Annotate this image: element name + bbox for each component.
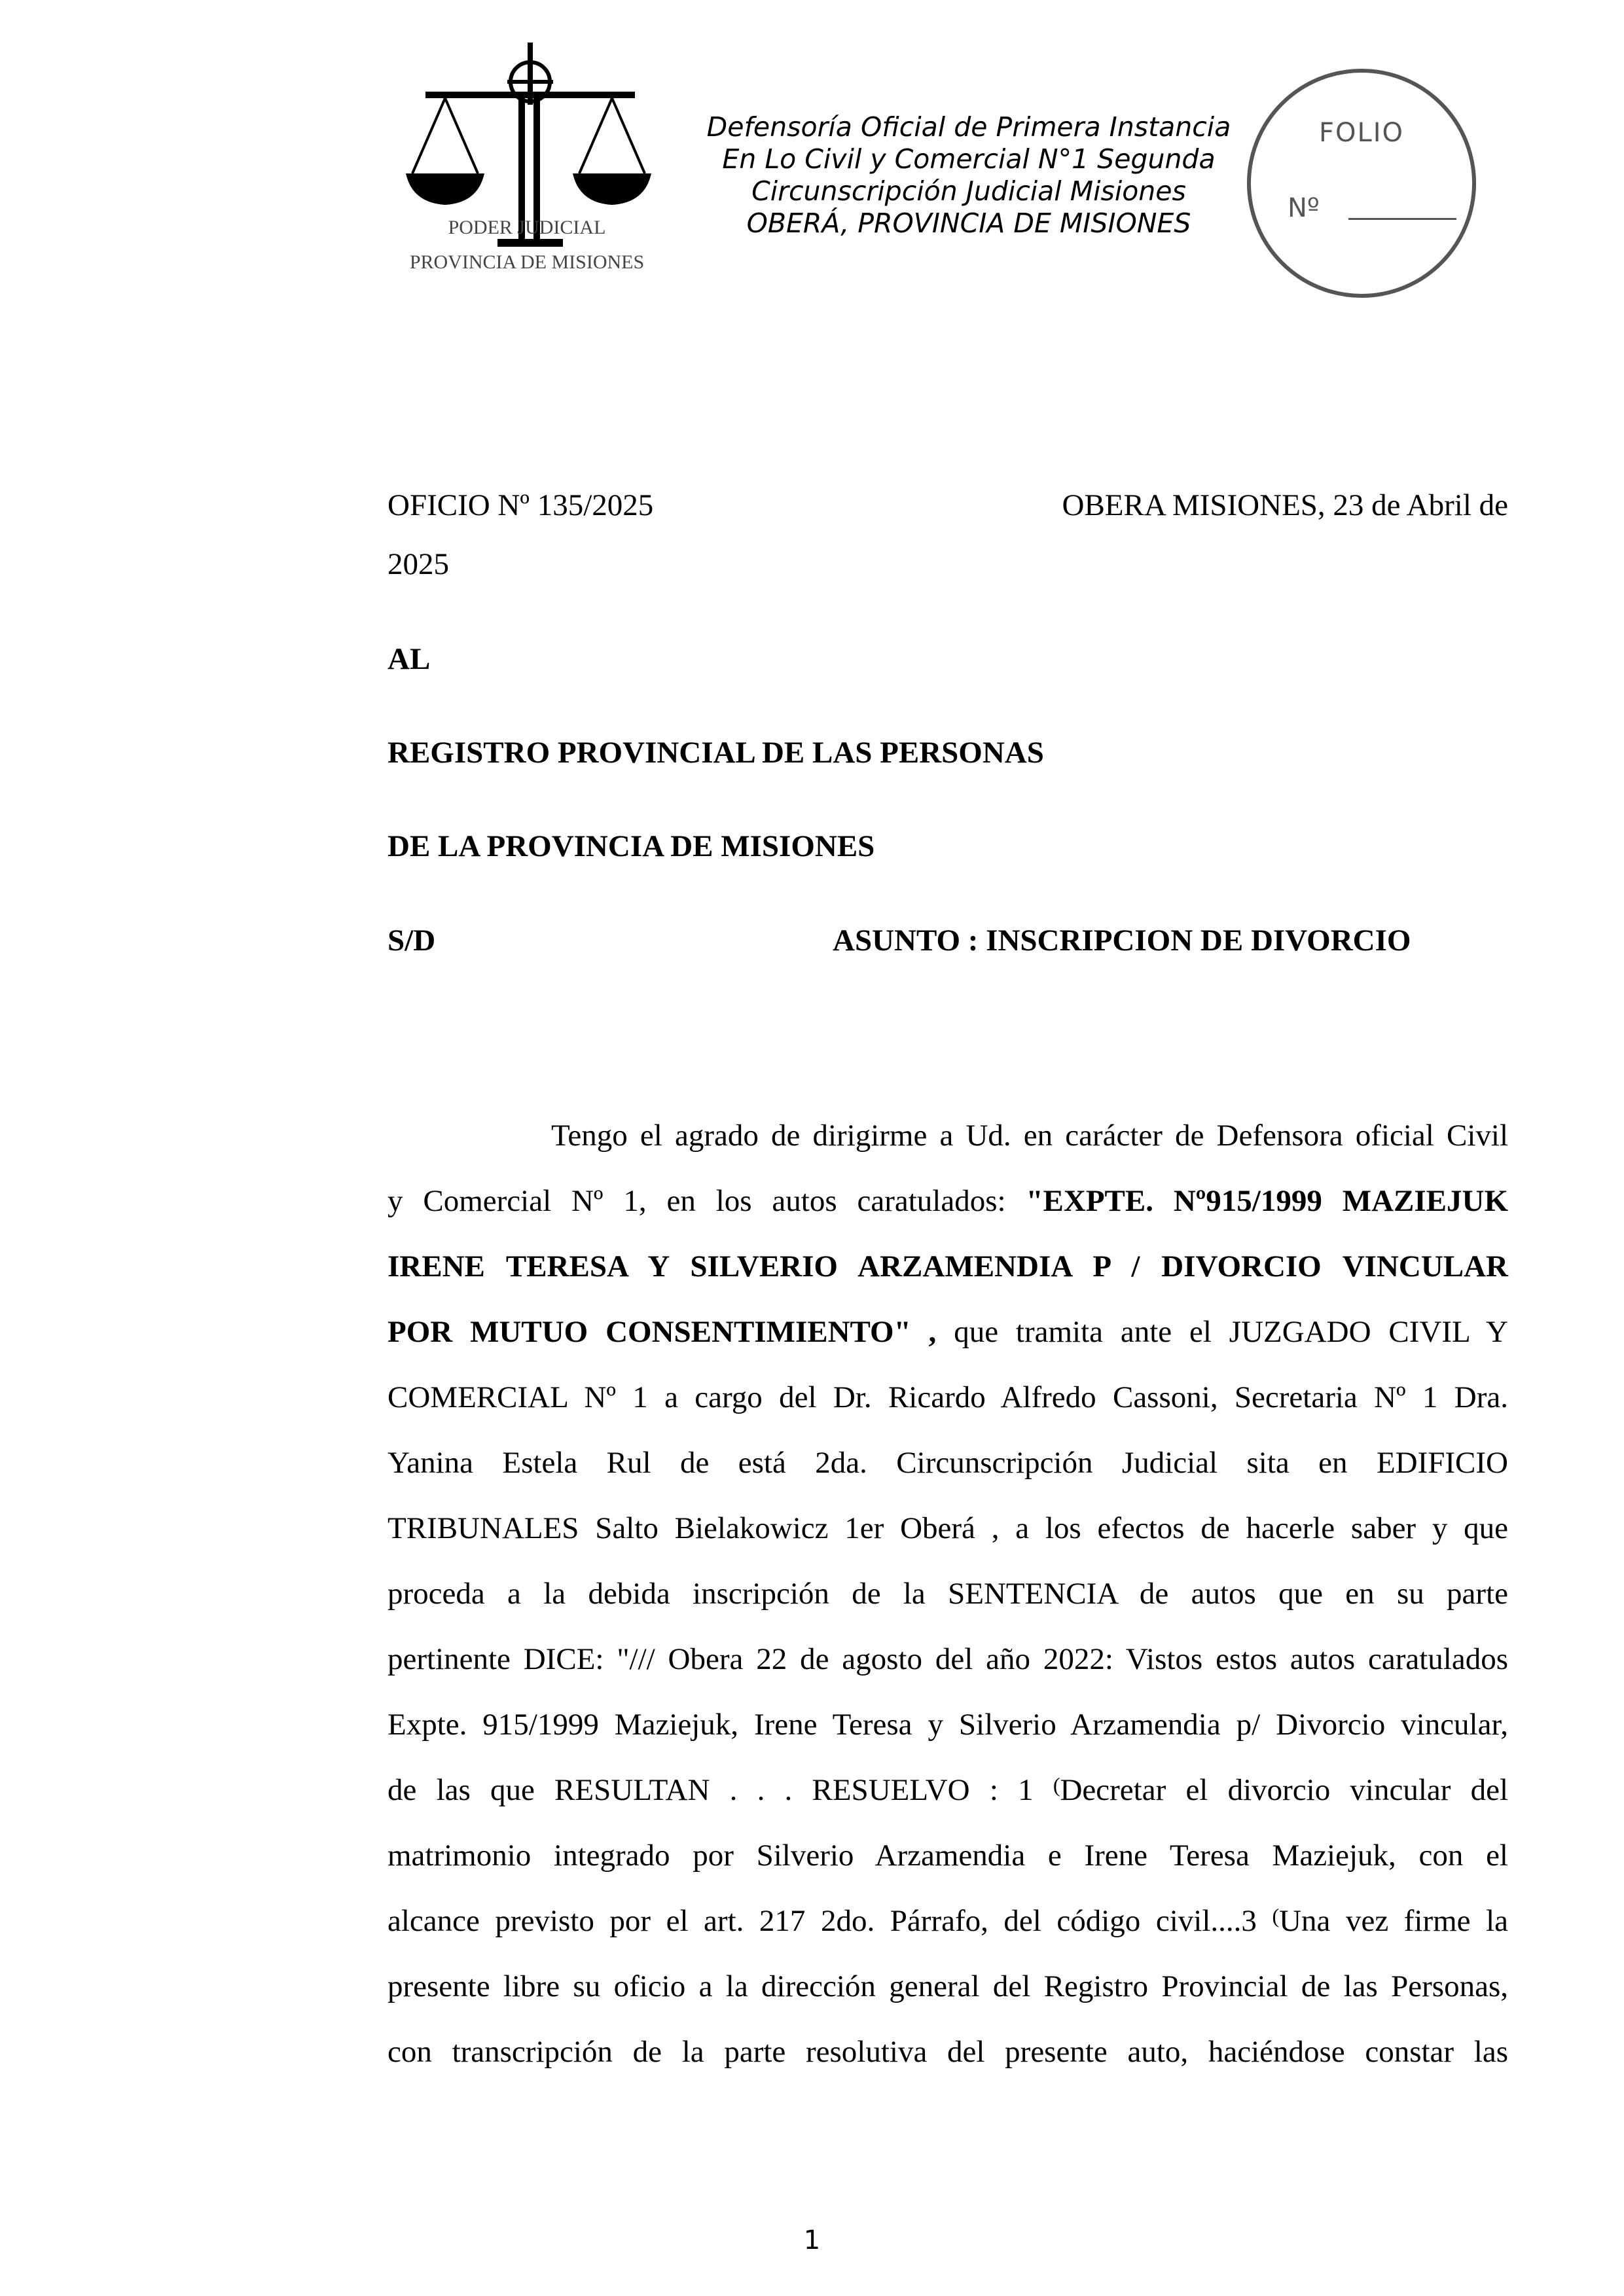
body-line-11	[388, 1772, 1508, 1812]
body-line-11-pre: de las que RESULTAN . . . RESUELVO : 1	[388, 1773, 1034, 1807]
body-line-8: proceda a la debida inscripción de la SENTENCIA de autos que en su parte	[388, 1577, 1508, 1611]
case-title-part-3: POR MUTUO CONSENTIMIENTO" ,	[388, 1315, 937, 1349]
office-line-1: Defensoría Oficial de Primera Instancia	[706, 111, 1231, 143]
body-line-4	[388, 1314, 1508, 1354]
case-title-part-2: IRENE TERESA Y SILVERIO ARZAMENDIA P / DIVORCIO VINCULAR	[388, 1249, 1508, 1283]
folio-number-label: Nº	[1288, 193, 1320, 223]
folio-blank-line	[1348, 218, 1456, 220]
date-year: 2025	[388, 547, 449, 581]
oficio-number: OFICIO Nº 135/2025	[388, 488, 654, 522]
body-line-14: presente libre su oficio a la dirección general del Registro Provincial de las Personas,	[388, 1969, 1508, 2003]
oficio-row	[388, 488, 1508, 527]
body-line-12: matrimonio integrado por Silverio Arzamendia e Irene Teresa Maziejuk, con el	[388, 1839, 1508, 1873]
recipient-line-2: DE LA PROVINCIA DE MISIONES	[388, 829, 875, 863]
body-line-13-pre: alcance previsto por el art. 217 2do. Párrafo, del código civil....3	[388, 1904, 1257, 1938]
subject: ASUNTO : INSCRIPCION DE DIVORCIO	[833, 924, 1411, 958]
logo-line2: PROVINCIA DE MISIONES	[409, 251, 645, 273]
folio-label: FOLIO	[1318, 118, 1405, 148]
office-line-4: OBERÁ, PROVINCIA DE MISIONES	[746, 207, 1191, 239]
recipient-sd: S/D	[388, 924, 436, 958]
body-line-6: Yanina Estela Rul de está 2da. Circunscripción Judicial sita en EDIFICIO	[388, 1446, 1508, 1480]
body-line-15: con transcripción de la parte resolutiva del presente auto, haciéndose constar las	[388, 2035, 1508, 2069]
body-line-9: pertinente DICE: "/// Obera 22 de agosto del año 2022: Vistos estos autos caratulados	[388, 1642, 1508, 1676]
poder-judicial-logo	[399, 43, 674, 291]
body-line-1: Tengo el agrado de dirigirme a Ud. en carácter de Defensora oficial Civil	[551, 1119, 1508, 1153]
office-line-2: En Lo Civil y Comercial N°1 Segunda	[722, 143, 1216, 175]
recipient-line-1: REGISTRO PROVINCIAL DE LAS PERSONAS	[388, 736, 1044, 770]
recipient-to: AL	[388, 642, 431, 676]
office-line-3: Circunscripción Judicial Misiones	[751, 175, 1186, 207]
case-title-part-1: "EXPTE. Nº915/1999 MAZIEJUK	[1026, 1184, 1509, 1218]
page-number: 1	[803, 2225, 821, 2255]
body-line-2-plain: y Comercial Nº 1, en los autos caratulados:	[388, 1184, 1006, 1218]
body-line-11-sup: (	[1053, 1773, 1060, 1797]
body-line-4-plain: que tramita ante el JUZGADO CIVIL Y	[954, 1315, 1509, 1349]
body-line-10: Expte. 915/1999 Maziejuk, Irene Teresa y Silverio Arzamendia p/ Divorcio vincular,	[388, 1708, 1508, 1742]
place-date: OBERA MISIONES, 23 de Abril de	[1062, 488, 1508, 522]
logo-line1: PODER JUDICIAL	[448, 217, 606, 238]
body-line-5: COMERCIAL Nº 1 a cargo del Dr. Ricardo Alfredo Cassoni, Secretaria Nº 1 Dra.	[388, 1380, 1508, 1414]
body-line-11-post: Decretar el divorcio vincular del	[1060, 1773, 1509, 1807]
body-line-13-post: Una vez firme la	[1279, 1904, 1508, 1938]
body-line-2	[388, 1183, 1508, 1223]
body-line-13-sup: (	[1272, 1904, 1280, 1928]
body-line-7: TRIBUNALES Salto Bielakowicz 1er Oberá , a los efectos de hacerle saber y que	[388, 1511, 1508, 1545]
body-line-13	[388, 1903, 1508, 1943]
folio-stamp	[1240, 62, 1483, 304]
office-header	[681, 111, 1257, 240]
